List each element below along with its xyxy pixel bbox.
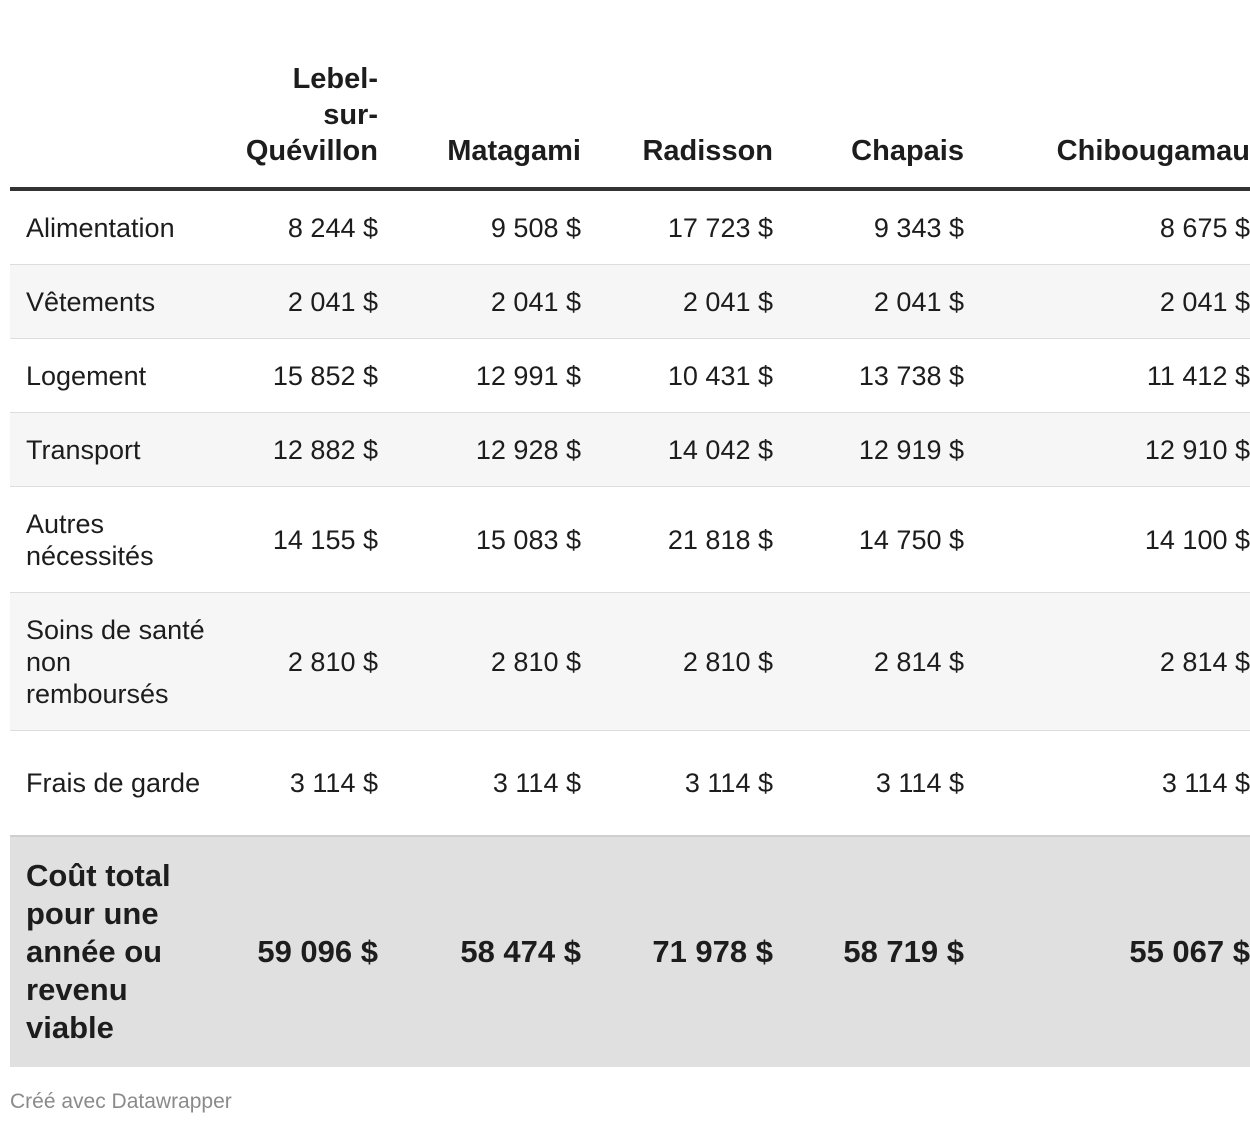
total-cell: 59 096 $	[216, 836, 378, 1067]
table-cell: 2 041 $	[581, 265, 773, 339]
table-row-transport	[10, 413, 1250, 487]
table-row-autres-necessites	[10, 487, 1250, 593]
table-cell: 2 810 $	[378, 593, 581, 731]
table-cell: 2 041 $	[773, 265, 964, 339]
table-cell: 12 919 $	[773, 413, 964, 487]
row-label: Alimentation	[10, 189, 216, 265]
table-cell: 13 738 $	[773, 339, 964, 413]
table-cell: 11 412 $	[964, 339, 1250, 413]
header-row	[10, 0, 1250, 189]
datawrapper-credit[interactable]: Créé avec Datawrapper	[10, 1090, 232, 1113]
table-cell: 2 041 $	[378, 265, 581, 339]
table-row-frais-de-garde	[10, 731, 1250, 837]
table-cell: 15 852 $	[216, 339, 378, 413]
header-cell-lebel-sur-quevillon[interactable]: Lebel- sur- Quévillon	[216, 0, 378, 189]
table-cell: 2 810 $	[216, 593, 378, 731]
header-cell-chibougamau[interactable]: Chibougamau	[964, 0, 1250, 189]
total-cell: 58 474 $	[378, 836, 581, 1067]
header-cell-chapais[interactable]: Chapais	[773, 0, 964, 189]
table-cell: 3 114 $	[581, 731, 773, 837]
cost-table-container	[10, 0, 1250, 1052]
header-cell-radisson[interactable]: Radisson	[581, 0, 773, 189]
table-row-alimentation	[10, 189, 1250, 265]
total-cell: 71 978 $	[581, 836, 773, 1067]
table-cell: 17 723 $	[581, 189, 773, 265]
row-label: Vêtements	[10, 265, 216, 339]
table-cell: 3 114 $	[964, 731, 1250, 837]
table-cell: 21 818 $	[581, 487, 773, 593]
table-cell: 10 431 $	[581, 339, 773, 413]
row-label: Frais de garde	[10, 731, 216, 837]
table-cell: 3 114 $	[378, 731, 581, 837]
table-cell: 2 814 $	[773, 593, 964, 731]
row-label: Transport	[10, 413, 216, 487]
table-cell: 9 343 $	[773, 189, 964, 265]
table-row-vetements	[10, 265, 1250, 339]
total-label: Coût total pour une année ou revenu viable	[10, 836, 216, 1067]
header-cell-label	[10, 0, 216, 189]
table-cell: 14 100 $	[964, 487, 1250, 593]
table-cell: 2 810 $	[581, 593, 773, 731]
table-cell: 14 750 $	[773, 487, 964, 593]
table-cell: 2 041 $	[216, 265, 378, 339]
cost-table	[10, 0, 1250, 1067]
table-cell: 14 042 $	[581, 413, 773, 487]
table-cell: 8 244 $	[216, 189, 378, 265]
row-label: Soins de santé non remboursés	[10, 593, 216, 731]
table-cell: 12 928 $	[378, 413, 581, 487]
table-cell: 14 155 $	[216, 487, 378, 593]
table-cell: 3 114 $	[773, 731, 964, 837]
total-cell: 55 067 $	[964, 836, 1250, 1067]
table-cell: 3 114 $	[216, 731, 378, 837]
table-cell: 12 991 $	[378, 339, 581, 413]
table-cell: 12 910 $	[964, 413, 1250, 487]
table-row-soins-de-sante	[10, 593, 1250, 731]
table-row-logement	[10, 339, 1250, 413]
table-cell: 2 814 $	[964, 593, 1250, 731]
table-cell: 2 041 $	[964, 265, 1250, 339]
table-cell: 15 083 $	[378, 487, 581, 593]
row-label: Logement	[10, 339, 216, 413]
header-cell-matagami[interactable]: Matagami	[378, 0, 581, 189]
table-cell: 12 882 $	[216, 413, 378, 487]
table-cell: 8 675 $	[964, 189, 1250, 265]
table-cell: 9 508 $	[378, 189, 581, 265]
total-cell: 58 719 $	[773, 836, 964, 1067]
row-label: Autres nécessités	[10, 487, 216, 593]
table-row-total	[10, 836, 1250, 1067]
